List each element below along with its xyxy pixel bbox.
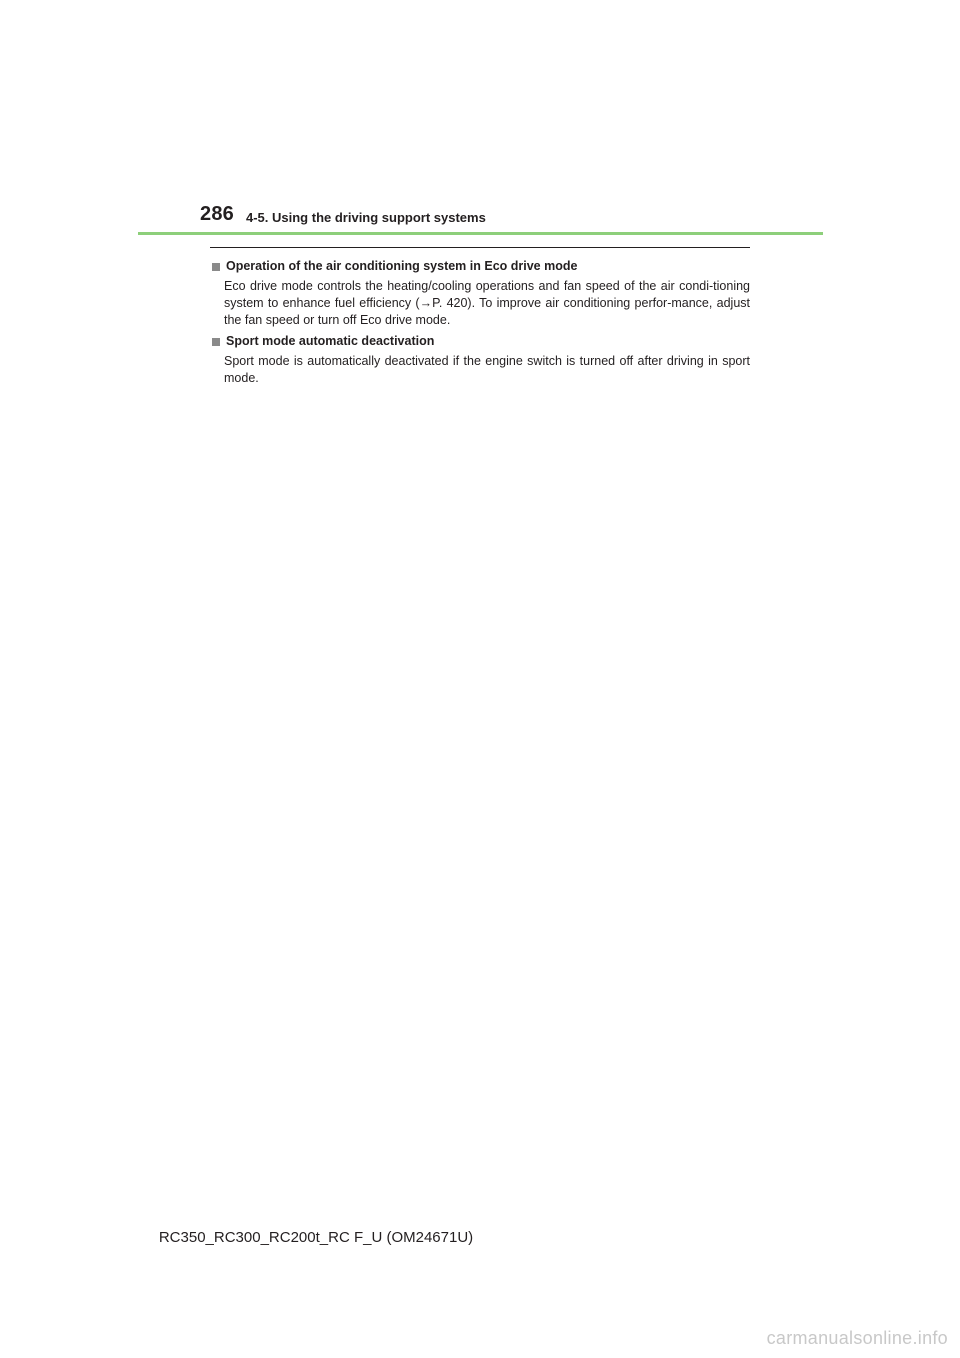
square-bullet-icon [212, 338, 220, 346]
content-divider [210, 247, 750, 248]
note-heading [210, 333, 750, 350]
note-heading [210, 258, 750, 275]
document-code: RC350_RC300_RC200t_RC F_U (OM24671U) [158, 1229, 474, 1246]
note-heading-text: Sport mode automatic deactivation [226, 334, 435, 348]
note-eco-drive-air-conditioning [210, 258, 750, 329]
header-rule [138, 232, 823, 235]
square-bullet-icon [212, 263, 220, 271]
watermark: carmanualsonline.info [766, 1328, 948, 1348]
page-number: 286 [200, 203, 234, 225]
note-body: Eco drive mode controls the heating/cooling operations and fan speed of the air condi-tioning system to enhance fuel efficiency (→P. 420). To improve air conditioning perfor-mance, adjust the fan speed or turn off Eco drive mode. [224, 279, 750, 327]
note-sport-mode-deactivation [210, 333, 750, 387]
note-body: Sport mode is automatically deactivated if the engine switch is turned off after driving in sport mode. [224, 354, 750, 385]
note-heading-text: Operation of the air conditioning system in Eco drive mode [226, 259, 578, 273]
section-title: 4-5. Using the driving support systems [246, 210, 486, 225]
